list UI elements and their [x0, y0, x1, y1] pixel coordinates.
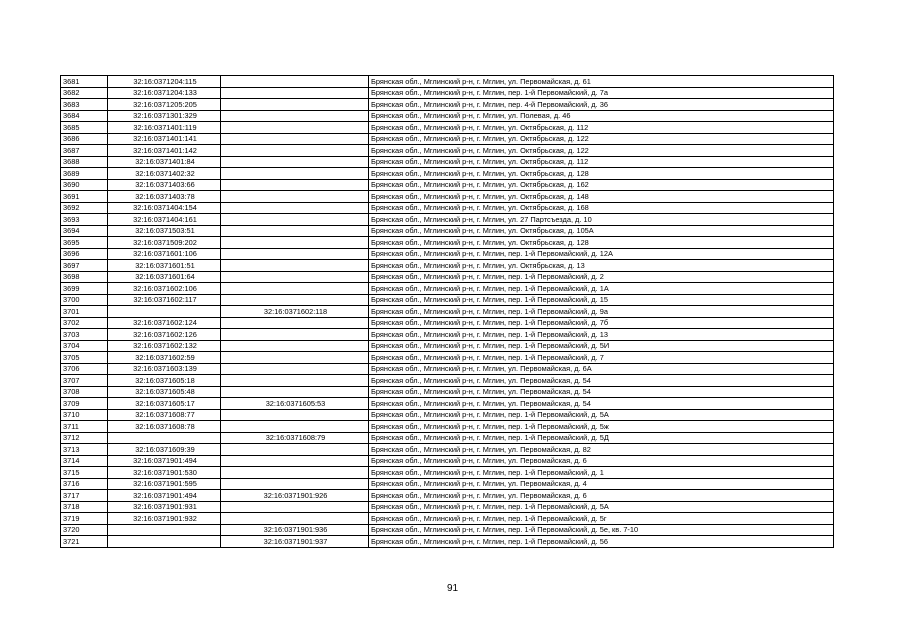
cadastral-number-secondary-cell: 32:16:0371605:53 [221, 398, 369, 410]
cadastral-number-cell [108, 432, 221, 444]
table-row [61, 110, 834, 122]
table-row [61, 133, 834, 145]
cadastral-number-secondary-cell [221, 237, 369, 249]
cadastral-number-cell: 32:16:0371605:18 [108, 375, 221, 387]
cadastral-number-secondary-cell [221, 214, 369, 226]
cadastral-number-cell: 32:16:0371901:494 [108, 490, 221, 502]
table-row [61, 478, 834, 490]
table-row [61, 294, 834, 306]
address-cell: Брянская обл., Мглинский р-н, г. Мглин, пер. 1-й Первомайский, д. 12А [369, 248, 834, 260]
address-cell: Брянская обл., Мглинский р-н, г. Мглин, ул. Октябрьская, д. 122 [369, 145, 834, 157]
cadastral-number-cell: 32:16:0371401:84 [108, 156, 221, 168]
cadastral-number-cell: 32:16:0371608:77 [108, 409, 221, 421]
address-cell: Брянская обл., Мглинский р-н, г. Мглин, ул. Октябрьская, д. 112 [369, 122, 834, 134]
cadastral-number-cell: 32:16:0371601:106 [108, 248, 221, 260]
row-number-cell: 3703 [61, 329, 108, 341]
cadastral-number-cell: 32:16:0371204:115 [108, 76, 221, 88]
cadastral-number-cell: 32:16:0371601:64 [108, 271, 221, 283]
table-row [61, 156, 834, 168]
address-cell: Брянская обл., Мглинский р-н, г. Мглин, пер. 1-й Первомайский, д. 7а [369, 87, 834, 99]
cadastral-number-secondary-cell [221, 352, 369, 364]
table-row [61, 168, 834, 180]
cadastral-number-secondary-cell: 32:16:0371901:937 [221, 536, 369, 548]
cadastral-number-cell [108, 524, 221, 536]
cadastral-number-secondary-cell [221, 145, 369, 157]
table-row [61, 329, 834, 341]
cadastral-number-secondary-cell [221, 133, 369, 145]
row-number-cell: 3693 [61, 214, 108, 226]
table-row [61, 214, 834, 226]
cadastral-number-cell: 32:16:0371602:106 [108, 283, 221, 295]
cadastral-number-cell: 32:16:0371404:161 [108, 214, 221, 226]
cadastral-number-secondary-cell: 32:16:0371901:926 [221, 490, 369, 502]
row-number-cell: 3715 [61, 467, 108, 479]
cadastral-number-secondary-cell [221, 156, 369, 168]
address-cell: Брянская обл., Мглинский р-н, г. Мглин, ул. Октябрьская, д. 13 [369, 260, 834, 272]
cadastral-number-cell: 32:16:0371401:119 [108, 122, 221, 134]
page-number: 91 [446, 583, 459, 594]
cadastral-number-secondary-cell [221, 110, 369, 122]
cadastral-number-cell: 32:16:0371609:39 [108, 444, 221, 456]
row-number-cell: 3685 [61, 122, 108, 134]
address-cell: Брянская обл., Мглинский р-н, г. Мглин, ул. Первомайская, д. 6 [369, 490, 834, 502]
cadastral-number-cell: 32:16:0371503:51 [108, 225, 221, 237]
table-row [61, 237, 834, 249]
row-number-cell: 3702 [61, 317, 108, 329]
address-cell: Брянская обл., Мглинский р-н, г. Мглин, ул. Первомайская, д. 54 [369, 386, 834, 398]
address-cell: Брянская обл., Мглинский р-н, г. Мглин, ул. 27 Партсъезда, д. 10 [369, 214, 834, 226]
cadastral-number-cell [108, 536, 221, 548]
row-number-cell: 3696 [61, 248, 108, 260]
address-cell: Брянская обл., Мглинский р-н, г. Мглин, ул. Первомайская, д. 54 [369, 375, 834, 387]
cadastral-number-secondary-cell [221, 168, 369, 180]
row-number-cell: 3713 [61, 444, 108, 456]
row-number-cell: 3720 [61, 524, 108, 536]
table-row [61, 87, 834, 99]
cadastral-number-secondary-cell [221, 363, 369, 375]
property-registry-table [60, 75, 834, 548]
row-number-cell: 3687 [61, 145, 108, 157]
table-row [61, 352, 834, 364]
cadastral-number-cell: 32:16:0371901:932 [108, 513, 221, 525]
cadastral-number-secondary-cell [221, 294, 369, 306]
cadastral-number-cell: 32:16:0371608:78 [108, 421, 221, 433]
cadastral-number-cell: 32:16:0371205:205 [108, 99, 221, 111]
row-number-cell: 3697 [61, 260, 108, 272]
table-row [61, 536, 834, 548]
table-row [61, 398, 834, 410]
cadastral-number-cell: 32:16:0371901:595 [108, 478, 221, 490]
row-number-cell: 3692 [61, 202, 108, 214]
table-row [61, 409, 834, 421]
cadastral-number-secondary-cell [221, 386, 369, 398]
address-cell: Брянская обл., Мглинский р-н, г. Мглин, ул. Октябрьская, д. 162 [369, 179, 834, 191]
cadastral-number-secondary-cell [221, 225, 369, 237]
address-cell: Брянская обл., Мглинский р-н, г. Мглин, ул. Полевая, д. 46 [369, 110, 834, 122]
table-row [61, 271, 834, 283]
address-cell: Брянская обл., Мглинский р-н, г. Мглин, пер. 1-й Первомайский, д. 7 [369, 352, 834, 364]
cadastral-number-secondary-cell [221, 513, 369, 525]
row-number-cell: 3701 [61, 306, 108, 318]
table-row [61, 248, 834, 260]
address-cell: Брянская обл., Мглинский р-н, г. Мглин, пер. 1-й Первомайский, д. 15 [369, 294, 834, 306]
cadastral-number-secondary-cell [221, 179, 369, 191]
table-row [61, 432, 834, 444]
table-row [61, 191, 834, 203]
cadastral-number-cell: 32:16:0371402:32 [108, 168, 221, 180]
address-cell: Брянская обл., Мглинский р-н, г. Мглин, пер. 1-й Первомайский, д. 1А [369, 283, 834, 295]
address-cell: Брянская обл., Мглинский р-н, г. Мглин, ул. Октябрьская, д. 128 [369, 168, 834, 180]
cadastral-number-cell: 32:16:0371404:154 [108, 202, 221, 214]
address-cell: Брянская обл., Мглинский р-н, г. Мглин, пер. 1-й Первомайский, д. 13 [369, 329, 834, 341]
address-cell: Брянская обл., Мглинский р-н, г. Мглин, пер. 1-й Первомайский, д. 7б [369, 317, 834, 329]
row-number-cell: 3689 [61, 168, 108, 180]
cadastral-number-cell: 32:16:0371601:51 [108, 260, 221, 272]
table-row [61, 317, 834, 329]
row-number-cell: 3718 [61, 501, 108, 513]
row-number-cell: 3698 [61, 271, 108, 283]
cadastral-number-secondary-cell [221, 283, 369, 295]
cadastral-number-cell: 32:16:0371602:117 [108, 294, 221, 306]
table-row [61, 145, 834, 157]
cadastral-number-secondary-cell [221, 202, 369, 214]
cadastral-number-secondary-cell [221, 317, 369, 329]
address-cell: Брянская обл., Мглинский р-н, г. Мглин, пер. 1-й Первомайский, д. 2 [369, 271, 834, 283]
row-number-cell: 3712 [61, 432, 108, 444]
table-row [61, 122, 834, 134]
row-number-cell: 3699 [61, 283, 108, 295]
address-cell: Брянская обл., Мглинский р-н, г. Мглин, ул. Первомайская, д. 6 [369, 455, 834, 467]
cadastral-number-secondary-cell [221, 248, 369, 260]
cadastral-number-secondary-cell [221, 271, 369, 283]
registry-table-body [61, 76, 834, 548]
table-row [61, 202, 834, 214]
cadastral-number-cell: 32:16:0371602:132 [108, 340, 221, 352]
row-number-cell: 3686 [61, 133, 108, 145]
row-number-cell: 3691 [61, 191, 108, 203]
cadastral-number-cell: 32:16:0371605:48 [108, 386, 221, 398]
cadastral-number-secondary-cell [221, 340, 369, 352]
table-row [61, 179, 834, 191]
cadastral-number-secondary-cell [221, 260, 369, 272]
cadastral-number-cell: 32:16:0371301:329 [108, 110, 221, 122]
address-cell: Брянская обл., Мглинский р-н, г. Мглин, ул. Октябрьская, д. 168 [369, 202, 834, 214]
cadastral-number-secondary-cell [221, 421, 369, 433]
row-number-cell: 3695 [61, 237, 108, 249]
table-row [61, 455, 834, 467]
row-number-cell: 3690 [61, 179, 108, 191]
table-row [61, 421, 834, 433]
cadastral-number-cell: 32:16:0371401:142 [108, 145, 221, 157]
table-row [61, 363, 834, 375]
row-number-cell: 3711 [61, 421, 108, 433]
row-number-cell: 3719 [61, 513, 108, 525]
table-row [61, 386, 834, 398]
address-cell: Брянская обл., Мглинский р-н, г. Мглин, пер. 1-й Первомайский, д. 5г [369, 513, 834, 525]
row-number-cell: 3708 [61, 386, 108, 398]
table-row [61, 501, 834, 513]
table-row [61, 467, 834, 479]
address-cell: Брянская обл., Мглинский р-н, г. Мглин, пер. 1-й Первомайский, д. 5Д [369, 432, 834, 444]
address-cell: Брянская обл., Мглинский р-н, г. Мглин, ул. Первомайская, д. 61 [369, 76, 834, 88]
address-cell: Брянская обл., Мглинский р-н, г. Мглин, пер. 1-й Первомайский, д. 5А [369, 409, 834, 421]
row-number-cell: 3705 [61, 352, 108, 364]
cadastral-number-cell: 32:16:0371602:124 [108, 317, 221, 329]
cadastral-number-secondary-cell: 32:16:0371901:936 [221, 524, 369, 536]
row-number-cell: 3694 [61, 225, 108, 237]
table-row [61, 306, 834, 318]
cadastral-number-secondary-cell [221, 409, 369, 421]
cadastral-number-cell: 32:16:0371403:78 [108, 191, 221, 203]
address-cell: Брянская обл., Мглинский р-н, г. Мглин, ул. Октябрьская, д. 105А [369, 225, 834, 237]
row-number-cell: 3721 [61, 536, 108, 548]
table-row [61, 283, 834, 295]
cadastral-number-cell: 32:16:0371509:202 [108, 237, 221, 249]
cadastral-number-cell: 32:16:0371901:931 [108, 501, 221, 513]
cadastral-number-cell: 32:16:0371603:139 [108, 363, 221, 375]
address-cell: Брянская обл., Мглинский р-н, г. Мглин, пер. 1-й Первомайский, д. 5е, кв. 7-10 [369, 524, 834, 536]
cadastral-number-secondary-cell [221, 87, 369, 99]
row-number-cell: 3700 [61, 294, 108, 306]
cadastral-number-secondary-cell [221, 329, 369, 341]
address-cell: Брянская обл., Мглинский р-н, г. Мглин, пер. 1-й Первомайский, д. 1 [369, 467, 834, 479]
address-cell: Брянская обл., Мглинский р-н, г. Мглин, пер. 1-й Первомайский, д. 5И [369, 340, 834, 352]
address-cell: Брянская обл., Мглинский р-н, г. Мглин, пер. 1-й Первомайский, д. 5А [369, 501, 834, 513]
cadastral-number-secondary-cell [221, 444, 369, 456]
address-cell: Брянская обл., Мглинский р-н, г. Мглин, пер. 1-й Первомайский, д. 9а [369, 306, 834, 318]
cadastral-number-cell: 32:16:0371204:133 [108, 87, 221, 99]
row-number-cell: 3709 [61, 398, 108, 410]
row-number-cell: 3704 [61, 340, 108, 352]
table-row [61, 444, 834, 456]
table-row [61, 524, 834, 536]
address-cell: Брянская обл., Мглинский р-н, г. Мглин, ул. Первомайская, д. 54 [369, 398, 834, 410]
row-number-cell: 3716 [61, 478, 108, 490]
address-cell: Брянская обл., Мглинский р-н, г. Мглин, ул. Октябрьская, д. 128 [369, 237, 834, 249]
table-row [61, 490, 834, 502]
cadastral-number-secondary-cell [221, 76, 369, 88]
cadastral-number-cell: 32:16:0371605:17 [108, 398, 221, 410]
address-cell: Брянская обл., Мглинский р-н, г. Мглин, пер. 1-й Первомайский, д. 56 [369, 536, 834, 548]
address-cell: Брянская обл., Мглинский р-н, г. Мглин, ул. Первомайская, д. 6А [369, 363, 834, 375]
cadastral-number-secondary-cell [221, 191, 369, 203]
cadastral-number-cell [108, 306, 221, 318]
cadastral-number-cell: 32:16:0371901:530 [108, 467, 221, 479]
row-number-cell: 3683 [61, 99, 108, 111]
row-number-cell: 3710 [61, 409, 108, 421]
cadastral-number-cell: 32:16:0371602:126 [108, 329, 221, 341]
row-number-cell: 3714 [61, 455, 108, 467]
row-number-cell: 3706 [61, 363, 108, 375]
address-cell: Брянская обл., Мглинский р-н, г. Мглин, ул. Октябрьская, д. 122 [369, 133, 834, 145]
row-number-cell: 3717 [61, 490, 108, 502]
cadastral-number-secondary-cell [221, 467, 369, 479]
address-cell: Брянская обл., Мглинский р-н, г. Мглин, ул. Октябрьская, д. 148 [369, 191, 834, 203]
cadastral-number-secondary-cell [221, 478, 369, 490]
table-row [61, 340, 834, 352]
cadastral-number-cell: 32:16:0371602:59 [108, 352, 221, 364]
address-cell: Брянская обл., Мглинский р-н, г. Мглин, пер. 4-й Первомайский, д. 36 [369, 99, 834, 111]
table-row [61, 513, 834, 525]
address-cell: Брянская обл., Мглинский р-н, г. Мглин, ул. Октябрьская, д. 112 [369, 156, 834, 168]
row-number-cell: 3681 [61, 76, 108, 88]
row-number-cell: 3682 [61, 87, 108, 99]
cadastral-number-secondary-cell [221, 122, 369, 134]
row-number-cell: 3684 [61, 110, 108, 122]
table-row [61, 225, 834, 237]
address-cell: Брянская обл., Мглинский р-н, г. Мглин, ул. Первомайская, д. 82 [369, 444, 834, 456]
row-number-cell: 3707 [61, 375, 108, 387]
cadastral-number-secondary-cell: 32:16:0371608:79 [221, 432, 369, 444]
cadastral-number-secondary-cell [221, 375, 369, 387]
cadastral-number-cell: 32:16:0371401:141 [108, 133, 221, 145]
table-row [61, 99, 834, 111]
cadastral-number-secondary-cell [221, 99, 369, 111]
address-cell: Брянская обл., Мглинский р-н, г. Мглин, пер. 1-й Первомайский, д. 5ж [369, 421, 834, 433]
address-cell: Брянская обл., Мглинский р-н, г. Мглин, ул. Первомайская, д. 4 [369, 478, 834, 490]
table-row [61, 375, 834, 387]
cadastral-number-cell: 32:16:0371901:494 [108, 455, 221, 467]
cadastral-number-secondary-cell [221, 501, 369, 513]
table-row [61, 260, 834, 272]
table-row [61, 76, 834, 88]
cadastral-number-cell: 32:16:0371403:66 [108, 179, 221, 191]
cadastral-number-secondary-cell [221, 455, 369, 467]
cadastral-number-secondary-cell: 32:16:0371602:118 [221, 306, 369, 318]
row-number-cell: 3688 [61, 156, 108, 168]
